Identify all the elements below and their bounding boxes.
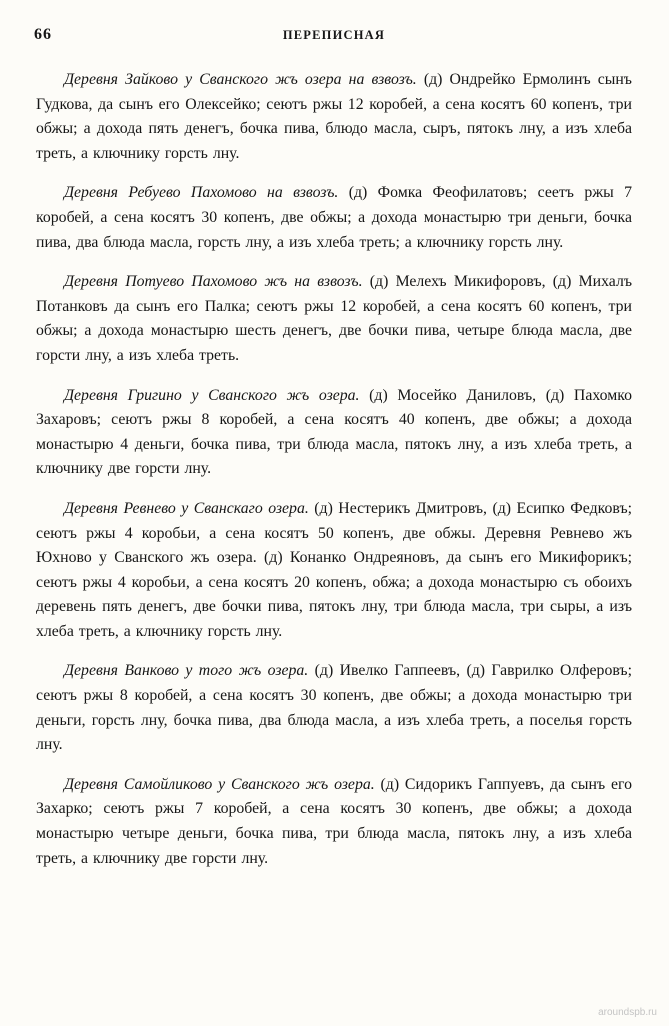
running-title: ПЕРЕПИСНАЯ <box>282 28 386 42</box>
village-entry-potuevo <box>36 270 632 368</box>
site-watermark: aroundspb.ru <box>598 1007 657 1018</box>
village-name: Деревня Григино у Сванского жъ озера. <box>64 386 360 404</box>
village-name: Деревня Ребуево Пахомово на взвозъ. <box>64 184 339 202</box>
village-name: Деревня Потуево Пахомово жъ на взвозъ. <box>64 273 363 291</box>
village-name: Деревня Ревнево у Сванскаго озера. <box>64 499 309 517</box>
village-entry-rebuevo <box>36 181 632 255</box>
entry-text: (д) Ондрейко Ермолинъ сынъ Гудкова, да сынъ его Олексейко; сеютъ ржы 12 коробей, а сена косятъ 60 копенъ, три обжы; а дохода пять денегъ, бочка пива, блюдо масла, сыръ, пятокъ лну, а изъ хлеба треть, а ключнику горсть лну. <box>36 71 632 162</box>
village-name: Деревня Ванково у того жъ озера. <box>64 662 309 680</box>
village-name: Деревня Самойликово у Сванского жъ озера. <box>64 775 375 793</box>
entry-text: (д) Мосейко Даниловъ, (д) Пахомко Захаровъ; сеютъ ржы 8 коробей, а сена косятъ 40 копенъ, две обжы; а дохода монастырю 4 деньги, бочка пива, три блюда масла, пятокъ лну, а изъ хлеба треть, а ключнику две горсти лну. <box>36 386 633 478</box>
page-header <box>34 26 634 50</box>
page-number: 66 <box>34 26 52 43</box>
village-entry-grigino <box>36 384 632 482</box>
village-entry-revnevo <box>36 497 632 645</box>
entry-text: (д) Фомка Феофилатовъ; сеетъ ржы 7 коробей, а сена косятъ 30 копенъ, две обжы; а дохода монастырю три деньги, бочка пива, два блюда масла, горсть лну, а изъ хлеба треть; а ключнику горсть лну. <box>36 184 633 251</box>
entry-text: (д) Сидорикъ Гаппуевъ, да сынъ его Захарко; сеютъ ржы 7 коробей, а сена косятъ 30 копенъ, две обжы; а дохода монастырю четыре деньги, бочка пива, три блюда масла, пятокъ лну, а изъ хлеба треть, а ключнику две горсти лну. <box>36 775 632 867</box>
village-name: Деревня Зайково у Сванского жъ озера на взвозъ. <box>64 71 417 88</box>
entry-text: (д) Нестерикъ Дмитровъ, (д) Есипко Федковъ; сеютъ ржы 4 коробьи, а сена косятъ 50 копенъ, две обжы. Деревня Ревнево жъ Юхново у Сванского жъ озера. (д) Конанко Ондреяновъ, да сынъ его Микифорикъ; сеютъ ржы 4 коробьи, а сена косятъ 20 копенъ, обжа; а дохода монастырю съ обоихъ деревень пять денегъ, две бочки пива, пятокъ лну, три блюда масла, три сыры, а изъ хлеба треть, а ключнику горсть лну. <box>36 499 632 640</box>
document-body <box>36 68 632 886</box>
entry-text: (д) Мелехъ Микифоровъ, (д) Михалъ Потанковъ да сынъ его Палка; сеютъ ржы 12 коробей, а сена косятъ 60 копенъ, три обжы; а дохода монастырю шесть денегъ, две бочки пива, четыре блюда масла, две горсти лну, а изъ хлеба треть. <box>36 273 632 364</box>
entry-text: (д) Ивелко Гаппеевъ, (д) Гаврилко Олферовъ; сеютъ ржы 8 коробей, а сена косятъ 30 копенъ, две обжы; а дохода монастырю три деньги, горсть лну, бочка пива, два блюда масла, а изъ хлеба треть, а поселья горсть лну. <box>36 662 632 754</box>
village-entry-vankovo <box>36 659 632 757</box>
village-entry-zaikovo <box>36 68 632 166</box>
village-entry-samoilikovo <box>36 773 632 871</box>
